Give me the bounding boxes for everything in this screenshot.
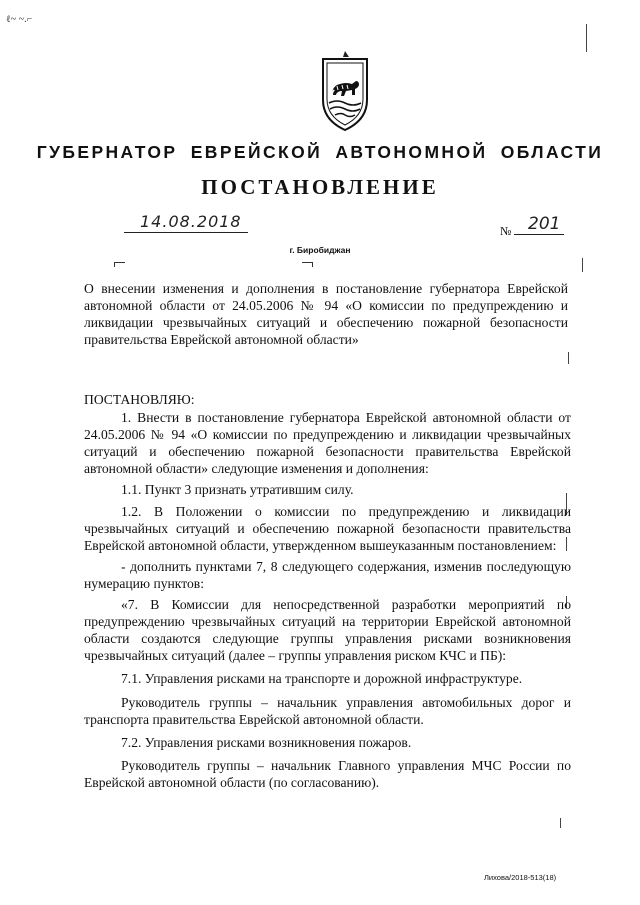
document-number: 201 [528, 214, 561, 234]
paragraph-7-1: 7.1. Управления рисками на транспорте и дорожной инфраструктуре. [121, 671, 523, 687]
city-label: г. Биробиджан [289, 245, 351, 255]
number-underline [514, 234, 564, 235]
scan-mark [568, 352, 569, 364]
date-underline [124, 232, 248, 233]
paragraph-1-1: 1.1. Пункт 3 признать утратившим силу. [121, 482, 354, 498]
scan-mark [586, 24, 587, 52]
margin-scribble: ℓ~ ~.⌐ [6, 14, 33, 25]
scan-mark [560, 818, 561, 828]
paragraph-1-2: 1.2. В Положении о комиссии по предупреждению и ликвидации чрезвычайных ситуаций и обеспечению пожарной безопасности правительства Еврейской автономной области, утвержденном вышеуказанным постановлением: [84, 503, 571, 553]
document-subject: О внесении изменения и дополнения в постановление губернатора Еврейской автономной области от 24.05.2006 № 94 «О комиссии по предупреждению и ликвидации чрезвычайных ситуаций и обеспечению пожарной безопасности правительства Еврейской автономной области» [84, 281, 568, 347]
paragraph-7-1-head: Руководитель группы – начальник управления автомобильных дорог и транспорта правительства Еврейской автономной области. [84, 694, 571, 727]
decree-heading: ПОСТАНОВЛЯЮ: [84, 392, 195, 407]
document-date: 14.08.2018 [140, 212, 242, 231]
paragraph-7-2-head: Руководитель группы – начальник Главного управления МЧС России по Еврейской автономной области (по согласованию). [84, 757, 571, 790]
scan-mark [582, 258, 583, 272]
number-label: № [500, 224, 512, 238]
document-body [84, 391, 571, 791]
subject-bracket-right [302, 262, 313, 267]
paragraph-add: - дополнить пунктами 7, 8 следующего содержания, изменив последующую нумерацию пунктов: [84, 558, 571, 591]
subject-bracket-left [114, 262, 125, 267]
paragraph-1: 1. Внести в постановление губернатора Еврейской автономной области от 24.05.2006 № 94 «О комиссии по предупреждению и ликвидации чрезвычайных ситуаций и обеспечению пожарной безопасности правительства Еврейской автономной области» следующие изменения и дополнения: [84, 410, 571, 477]
paragraph-7-2: 7.2. Управления рисками возникновения пожаров. [121, 734, 412, 750]
paragraph-7: «7. В Комиссии для непосредственной разработки мероприятий по предупреждению чрезвычайных ситуаций на территории Еврейской автономной области создаются следующие группы управления рисками возникновения чрезвычайных ситуаций (далее – группы управления риском КЧС и ПБ): [84, 597, 571, 664]
governor-title: ГУБЕРНАТОР ЕВРЕЙСКОЙ АВТОНОМНОЙ ОБЛАСТИ [36, 142, 604, 162]
document-type: ПОСТАНОВЛЕНИЕ [201, 175, 439, 199]
coat-of-arms-icon [313, 48, 377, 134]
footer-code: Лихова/2018-513(18) [484, 873, 557, 882]
